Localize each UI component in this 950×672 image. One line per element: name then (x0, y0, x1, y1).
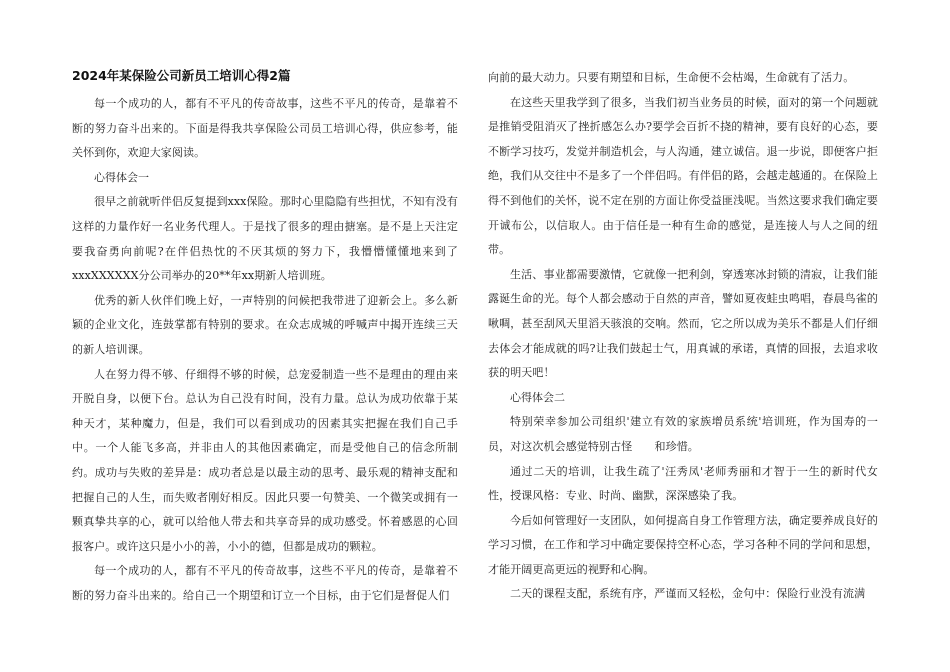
paragraph: 每一个成功的人，都有不平凡的传奇故事，这些不平凡的传奇，是靠着不断的努力奋斗出来的。下面是得我共享保险公司员工培训心得，供应参考，能关怀到你，欢迎大家阅读。 (72, 97, 458, 160)
paragraph: 在这些天里我学到了很多，当我们初当业务员的时候，面对的第一个问题就是推销受阻消灭了挫折感怎么办?要学会百折不挠的精神，要有良好的心态，要不断学习技巧，发觉并制造机会，与人沟通，建立诚信。退一步说，即便客户拒绝，我们从交往中不是多了一个伴侣吗。有伴侣的路，会越走越通的。在保险上得不到他们的关怀，说不定在别的方面让你受益匪浅呢。当然这要求我们确定要开诚布公，以信取人。由于信任是一种有生命的感觉，是连接人与人之间的纽带。 (488, 95, 878, 257)
paragraph: 很早之前就听伴侣反复提到xxx保险。那时心里隐隐有些担忧，不知有没有这样的力量作好一名业务代理人。于是找了很多的理由搪塞。是不是上天注定要我奋勇向前呢?在伴侣热忱的不厌其烦的努力下，我懵懵懂懂地来到了xxxXXXXXX分公司举办的20**年xx期新人培训班。 (72, 195, 458, 283)
paragraph: 今后如何管理好一支团队，如何提高自身工作管理方法，确定要养成良好的学习习惯，在工作和学习中确定要保持空杯心态，学习各种不同的学问和思想，才能开阔更高更远的视野和心胸。 (488, 513, 878, 576)
paragraph: 特别荣幸参加公司组织'建立有效的家族增员系统'培训班，作为国寿的一员，对这次机会感觉特别古怪 和珍惜。 (488, 415, 878, 453)
paragraph: 每一个成功的人，都有不平凡的传奇故事，这些不平凡的传奇，是靠着不断的努力奋斗出来的。给自己一个期望和订立一个目标，由于它们是督促人们 (72, 564, 458, 602)
paragraph: 优秀的新人伙伴们晚上好，一声特别的问候把我带进了迎新会上。多么新颖的企业文化，连鼓掌都有特别的要求。在众志成城的呼喊声中揭开连续三天的新人培训课。 (72, 293, 458, 356)
section-heading: 心得体会二 (510, 390, 565, 404)
paragraph-continued: 向前的最大动力。只要有期望和目标，生命便不会枯竭，生命就有了活力。 (488, 71, 855, 84)
document-title: 2024年某保险公司新员工培训心得2篇 (72, 68, 291, 83)
paragraph: 二天的课程支配，系统有序，严谨而又轻松，金句中：保险行业没有流满 (510, 587, 866, 601)
paragraph: 人在努力得不够、仔细得不够的时候，总宠爱制造一些不是理由的理由来开脱自身，以便下台。总认为自己没有时间，没有力量。总认为成功依靠于某种天才，某种魔力，但是，我们可以看到成功的因素其实把握在我们自己手中。一个人能飞多高，并非由人的其他因素确定，而是受他自己的信念所制约。成功与失败的差异是：成功者总是以最主动的思考、最乐观的精神支配和把握自己的人生，而失败者刚好相反。因此只要一句赞美、一个微笑或拥有一颗真挚共享的心，就可以给他人带去和共享奇异的成功感受。怀着感恩的心回报客户。或许这只是小小的善，小小的德，但都是成功的颗粒。 (72, 367, 458, 553)
paragraph: 通过二天的培训，让我生疏了'汪秀凤'老师秀丽和才智于一生的新时代女性，授课风格：专业、时尚、幽默，深深感染了我。 (488, 464, 878, 503)
left-column (72, 66, 458, 608)
paragraph: 生活、事业都需要激情，它就像一把利剑，穿透寒冰封锁的清寂，让我们能露诞生命的光。每个人都会感动于自然的声音，譬如夏夜蛙虫鸣唱，春晨鸟雀的啾啁，甚至刮风天里滔天骇浪的交响。然而，它之所以成为美乐不都是人们仔细去体会才能成就的吗?让我们鼓起士气，用真诚的承诺，真情的回报，去追求收获的明天吧！ (488, 267, 878, 380)
right-column (488, 66, 878, 607)
section-heading: 心得体会一 (94, 170, 149, 184)
